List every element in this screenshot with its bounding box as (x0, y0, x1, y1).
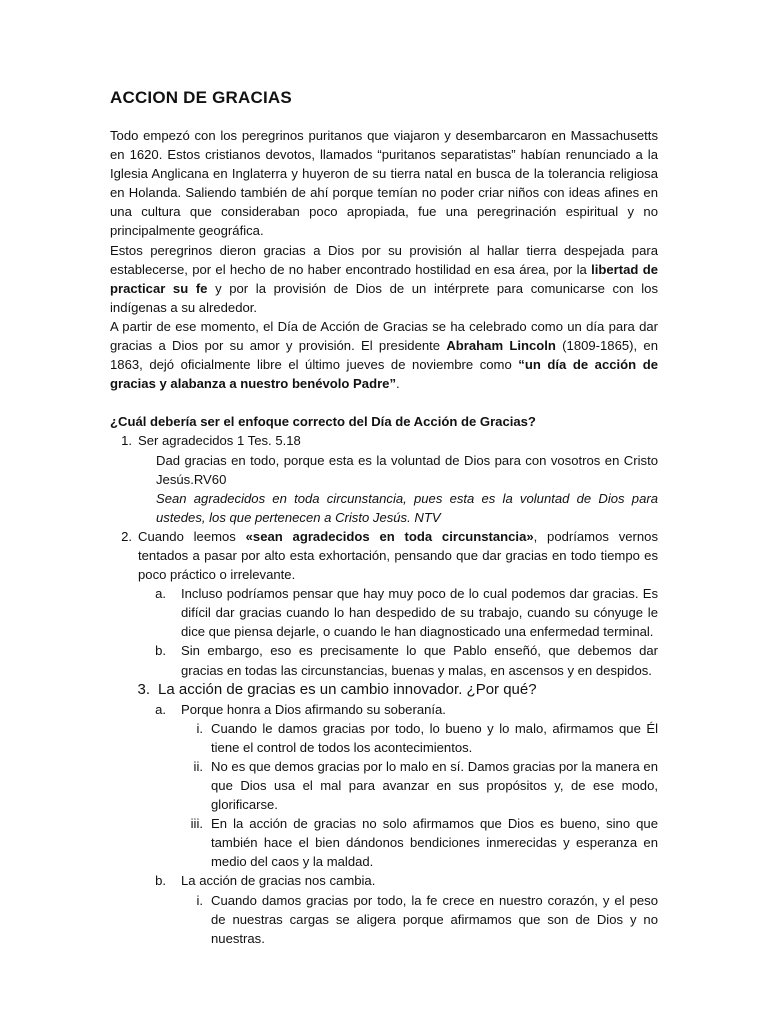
section-question: ¿Cuál debería ser el enfoque correcto del Día de Acción de Gracias? (110, 414, 536, 430)
list-letter: b. (155, 643, 166, 659)
bold-run: Abraham Lincoln (446, 338, 556, 354)
text-run: (1809-1865), en 1863, dejó oficialmente libre el último jueves de noviembre como (110, 338, 658, 373)
list-text: Cuando damos gracias por todo, la fe crece en nuestro corazón, y el peso de nuestras cargas se aligera porque afirmamos que son de Dios y no nuestras. (211, 892, 658, 946)
list-subitem-2a (110, 584, 658, 641)
bold-run: «sean agradecidos en toda circunstancia» (245, 528, 534, 544)
bold-run: libertad de practicar su fe (110, 261, 658, 296)
list-text: En la acción de gracias no solo afirmamos que Dios es bueno, sino que también hace el bien dándonos bendiciones inmerecidas y esperanza en medio del caos y la maldad. (211, 816, 658, 870)
text-run: A partir de ese momento, el Día de Acción de Gracias se ha celebrado como un día para dar gracias a Dios por su amor y provisión. El presidente (110, 318, 658, 354)
text-run: , podríamos vernos tentados a pasar por alto esta exhortación, pensando que dar gracias en todo tiempo es poco práctico o irrelevante. (138, 528, 658, 583)
list-text: Cuando le damos gracias por todo, lo bueno y lo malo, afirmamos que Él tiene el control de todos los acontecimientos. (211, 720, 658, 755)
list-text: Ser agradecidos 1 Tes. 5.18 (138, 433, 301, 449)
list-subitem-3b-i (110, 891, 658, 948)
list-number: 2. (121, 528, 132, 544)
list-letter: b. (155, 873, 166, 889)
list-roman: iii. (190, 816, 203, 832)
list-number: 3. (137, 680, 150, 698)
verse-rv60: Dad gracias en todo, porque esta es la voluntad de Dios para con vosotros en Cristo Jesús.RV60 (156, 452, 658, 487)
intro-paragraph-3 (110, 317, 658, 393)
intro-paragraph-1: Todo empezó con los peregrinos puritanos que viajaron y desembarcaron en Massachusetts en 1620. Estos cristianos devotos, llamados “puritanos separatistas” habían renunciado a la Iglesia Anglicana en Inglaterra y huyeron de su tierra natal en busca de la tolerancia religiosa en Holanda. Saliendo también de ahí porque temían no poder criar niños con ideas afines en una cultura que consideraban poco apropiada, fue una peregrinación espiritual y no principalmente geográfica. (110, 128, 658, 239)
list-subitem-3a-i (110, 719, 658, 757)
list-text: La acción de gracias nos cambia. (181, 873, 376, 889)
intro-paragraph-2 (110, 241, 658, 317)
text-run: Cuando leemos (138, 528, 246, 544)
list-number: 1. (121, 433, 132, 449)
text-run: Estos peregrinos dieron gracias a Dios por su provisión al hallar tierra despejada para establecerse, por el hecho de no haber encontrado hostilidad en esa área, por la (110, 242, 658, 277)
list-subitem-2b (110, 641, 658, 679)
text-run: . (396, 376, 400, 392)
bold-run: “un día de acción de gracias y alabanza a nuestro benévolo Padre” (110, 357, 658, 392)
verse-ntv: Sean agradecidos en toda circunstancia, pues esta es la voluntad de Dios para ustedes, los que pertenecen a Cristo Jesús. NTV (156, 490, 658, 525)
list-subitem-3a-ii (110, 757, 658, 814)
text-run: y por la provisión de Dios de un intérprete para comunicarse con los indígenas a su alrededor. (110, 280, 658, 315)
document-title: ACCION DE GRACIAS (110, 88, 292, 107)
list-text: La acción de gracias es un cambio innovador. ¿Por qué? (158, 680, 537, 698)
list-text: No es que demos gracias por lo malo en sí. Damos gracias por la manera en que Dios usa el mal para avanzar en sus propósitos y, de ese modo, glorificarse. (211, 758, 658, 813)
list-text: Sin embargo, eso es precisamente lo que Pablo enseñó, que debemos dar gracias en todas las circunstancias, buenas y malas, en ascensos y en despidos. (181, 643, 658, 678)
list-subitem-3a-iii (110, 814, 658, 871)
list-text (138, 527, 658, 584)
list-letter: a. (155, 586, 166, 602)
list-item-3 (110, 680, 658, 700)
list-roman: i. (196, 892, 203, 908)
list-letter: a. (155, 701, 166, 717)
list-roman: ii. (193, 758, 203, 774)
list-text: Porque honra a Dios afirmando su soberanía. (181, 701, 446, 717)
list-text: Incluso podríamos pensar que hay muy poco de lo cual podemos dar gracias. Es difícil dar gracias cuando lo han despedido de su trabajo, cuando su cónyuge le dice que piensa dejarle, o cuando le han diagnosticado una enfermedad terminal. (181, 586, 658, 640)
list-item-2 (110, 527, 658, 584)
list-subitem-3a (110, 700, 658, 719)
list-roman: i. (196, 720, 203, 736)
list-item-1 (110, 431, 658, 450)
list-subitem-3b (110, 871, 658, 890)
